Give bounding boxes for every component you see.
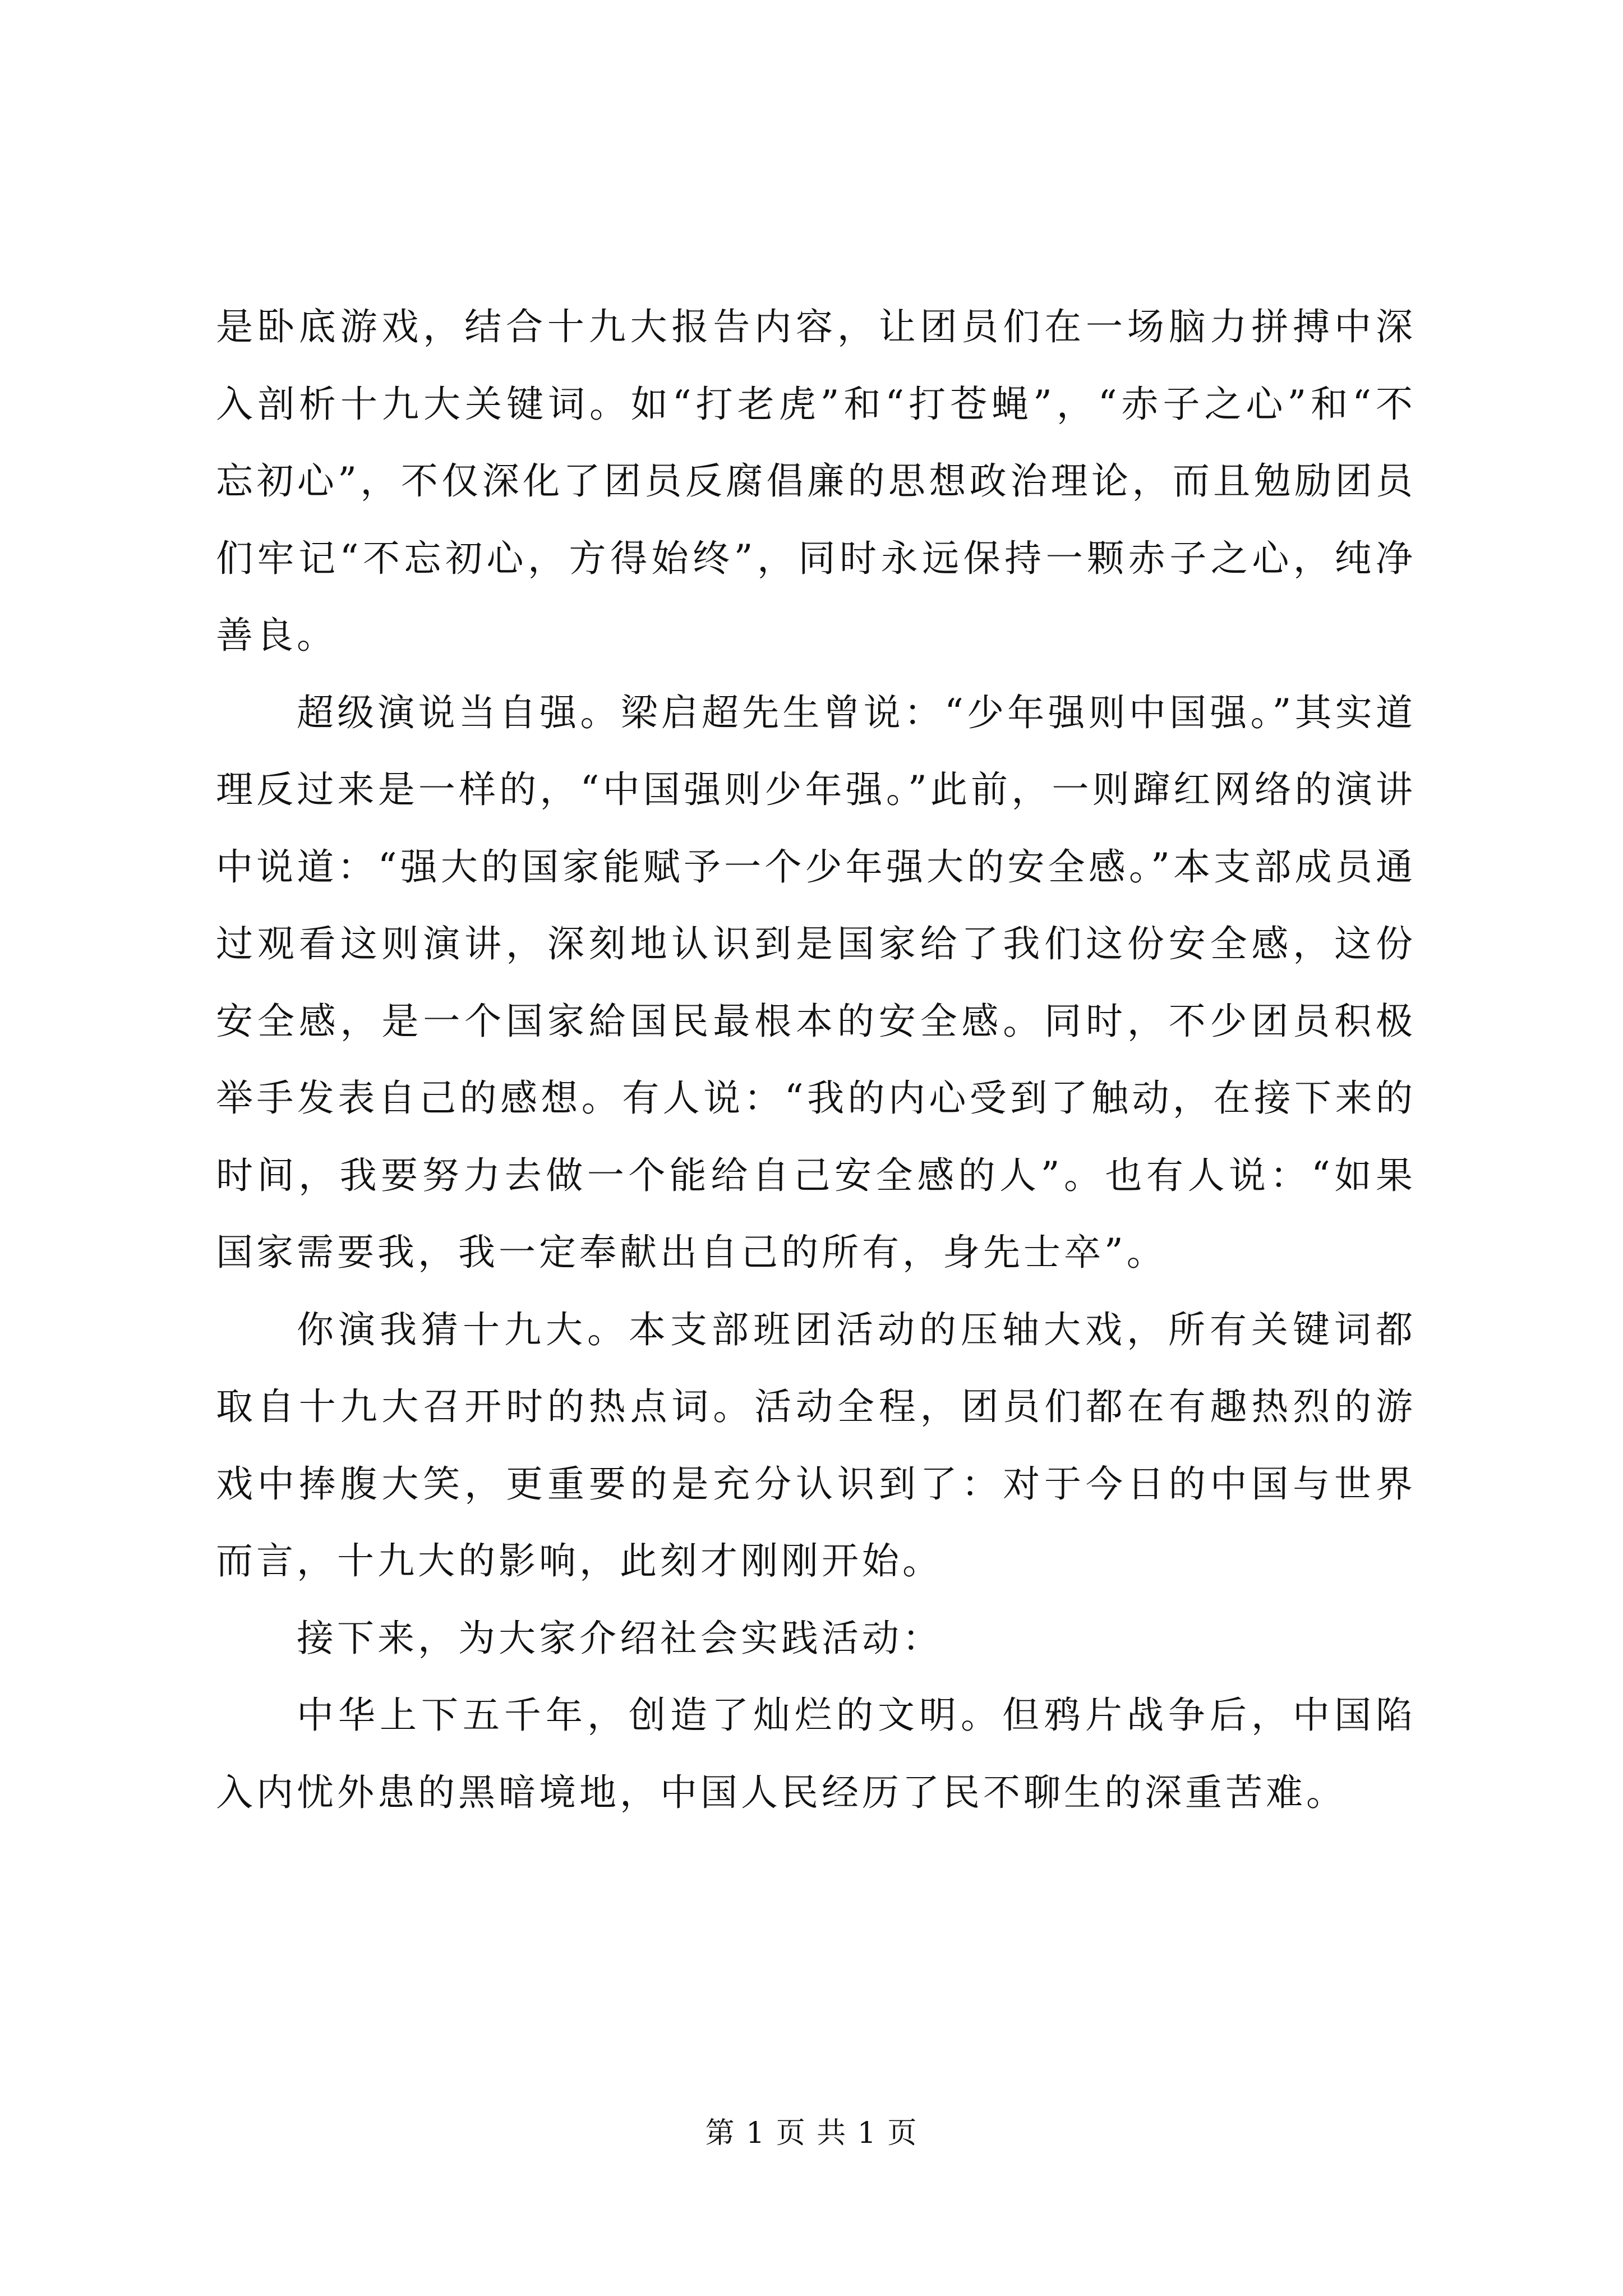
paragraph-guessing-game: 你演我猜十九大。本支部班团活动的压轴大戏，所有关键词都取自十九大召开时的热点词。活动全程，团员们都在有趣热烈的游戏中捧腹大笑，更重要的是充分认识到了：对于今日的中国与世界而言，十九大的影响，此刻才刚刚开始。	[216, 1308, 1416, 1582]
paragraph-intro-practice: 接下来，为大家介绍社会实践活动：	[297, 1616, 943, 1660]
page-footer: 第 1 页 共 1 页	[705, 2116, 918, 2150]
document-body	[216, 288, 1416, 1831]
paragraph-history: 中华上下五千年，创造了灿烂的文明。但鸦片战争后，中国陷入内忧外患的黑暗境地，中国人民经历了民不聊生的深重苦难。	[216, 1694, 1416, 1814]
paragraph-speech: 超级演说当自强。梁启超先生曾说：“少年强则中国强。”其实道理反过来是一样的，“中国强则少年强。”此前，一则蹿红网络的演讲中说道：“强大的国家能赋予一个少年强大的安全感。”本支部成员通过观看这则演讲，深刻地认识到是国家给了我们这份安全感，这份安全感，是一个国家給国民最根本的安全感。同时，不少团员积极举手发表自己的感想。有人说：“我的内心受到了触动，在接下来的时间，我要努力去做一个能给自己安全感的人”。也有人说：“如果国家需要我，我一定奉献出自己的所有，身先士卒”。	[216, 691, 1416, 1274]
paragraph-continued: 是卧底游戏，结合十九大报告内容，让团员们在一场脑力拼搏中深入剖析十九大关键词。如“打老虎”和“打苍蝇”，“赤子之心”和“不忘初心”，不仅深化了团员反腐倡廉的思想政治理论，而且勉励团员们牢记“不忘初心，方得始终”，同时永远保持一颗赤子之心，纯净善良。	[216, 305, 1416, 657]
